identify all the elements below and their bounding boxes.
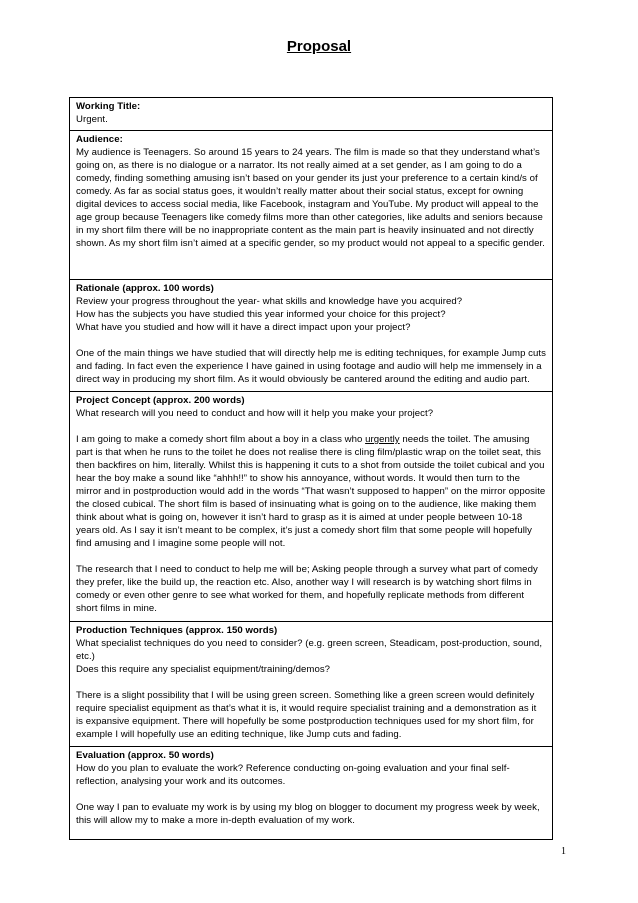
concept-underlined-word: urgently — [365, 434, 400, 445]
rationale-body: One of the main things we have studied that will directly help me is editing techniques, for example Jump cuts and fading. In fact even the experience I have gained in using footage and audio will help me immensely in a direct way in producing my short film. As it would obviously be cantered around the editing and audio part. — [76, 348, 546, 385]
evaluation-body: One way I pan to evaluate my work is by using my blog on blogger to document my progress week by week, this will allow my to make a more in-depth evaluation of my work. — [76, 802, 540, 826]
section-production-techniques — [70, 622, 552, 747]
evaluation-heading: Evaluation (approx. 50 words) — [76, 750, 214, 761]
concept-heading: Project Concept (approx. 200 words) — [76, 395, 245, 406]
section-audience — [70, 131, 552, 280]
production-heading: Production Techniques (approx. 150 words) — [76, 625, 278, 636]
production-prompt-1: What specialist techniques do you need to consider? (e.g. green screen, Steadicam, post-production, sound, etc.) — [76, 638, 543, 662]
section-evaluation — [70, 747, 552, 839]
section-working-title — [70, 98, 552, 131]
section-project-concept — [70, 392, 552, 622]
audience-heading: Audience: — [76, 134, 123, 145]
audience-body: My audience is Teenagers. So around 15 years to 24 years. The film is made so that they understand what’s going on, as there is no dialogue or a narrator. Its not really aimed at a set gender, as I am going to do a comedy, finding something amusing isn’t based on your gender its just your preference to a certain kind/s of comedy. As far as social status goes, it wouldn’t really matter about their social status, except for owning digital devices to access social media, like Facebook, instagram and YouTube. My product will appeal to the age group because Teenagers like comedy films more than other categories, like adults and seniors because in my short film there will be no inappropriate content as the main part is heavily insinuated and not directly shown. As my short film isn’t aimed at a specific gender, so my product would not appeal to a specific gender. — [76, 147, 545, 249]
concept-body-1-start: I am going to make a comedy short film about a boy in a class who — [76, 434, 366, 445]
working-title-heading: Working Title: — [76, 101, 141, 112]
concept-body-1-rest: needs the toilet. The amusing part is that when he runs to the toilet he does not realise there is cling film/plastic wrap on the toilet seat, this then backfires on him, literally. Whilst this is happening it cuts to a shot from outside the toilet cubical and you hear the boy make a sound like “ahhh!!” to show his annoyance, without words. It would then turn to the mirror and in postproduction would add in the words “That wasn’t supposed to happen” on the mirror opposite the closed cubical. The short film is based of insinuating what is going on to the audience, like making them think about what is going on, however it isn’t hard to grasp as it is aimed at under people between 10-18 years old. As I say it isn’t meant to be complex, it’s just a comedy short film that some people will hopefully find amusing and I imagine some people will not. — [76, 434, 546, 549]
working-title-body: Urgent. — [76, 114, 108, 125]
page-number: 1 — [561, 846, 566, 857]
concept-body-1 — [76, 433, 546, 550]
proposal-form — [69, 97, 553, 840]
rationale-prompt-1: Review your progress throughout the year- what skills and knowledge have you acquired? — [76, 296, 463, 307]
production-body: There is a slight possibility that I will be using green screen. Something like a green screen would definitely require specialist equipment as that’s what it is, it would require specialist training and a demonstration as it is expansive equipment. There will hopefully be some postproduction techniques used for my short film, for example I will hopefully use an editing technique, like Jump cuts and fading. — [76, 690, 537, 740]
rationale-prompt-3: What have you studied and how will it have a direct impact upon your project? — [76, 322, 411, 333]
page-title: Proposal — [286, 38, 352, 55]
concept-body-2: The research that I need to conduct to help me will be; Asking people through a survey what part of comedy they prefer, like the build up, the reaction etc. Also, another way I will research is by watching short films in comedy or even other genre to see what worked for them, and hopefully replicate methods from different short films in mine. — [76, 564, 538, 614]
rationale-prompt-2: How has the subjects you have studied this year informed your choice for this project? — [76, 309, 446, 320]
evaluation-prompt: How do you plan to evaluate the work? Reference conducting on-going evaluation and your final self-reflection, analysing your work and its outcomes. — [76, 763, 510, 787]
section-rationale — [70, 280, 552, 392]
rationale-heading: Rationale (approx. 100 words) — [76, 283, 214, 294]
concept-prompt: What research will you need to conduct and how will it help you make your project? — [76, 408, 434, 419]
production-prompt-2: Does this require any specialist equipment/training/demos? — [76, 664, 331, 675]
